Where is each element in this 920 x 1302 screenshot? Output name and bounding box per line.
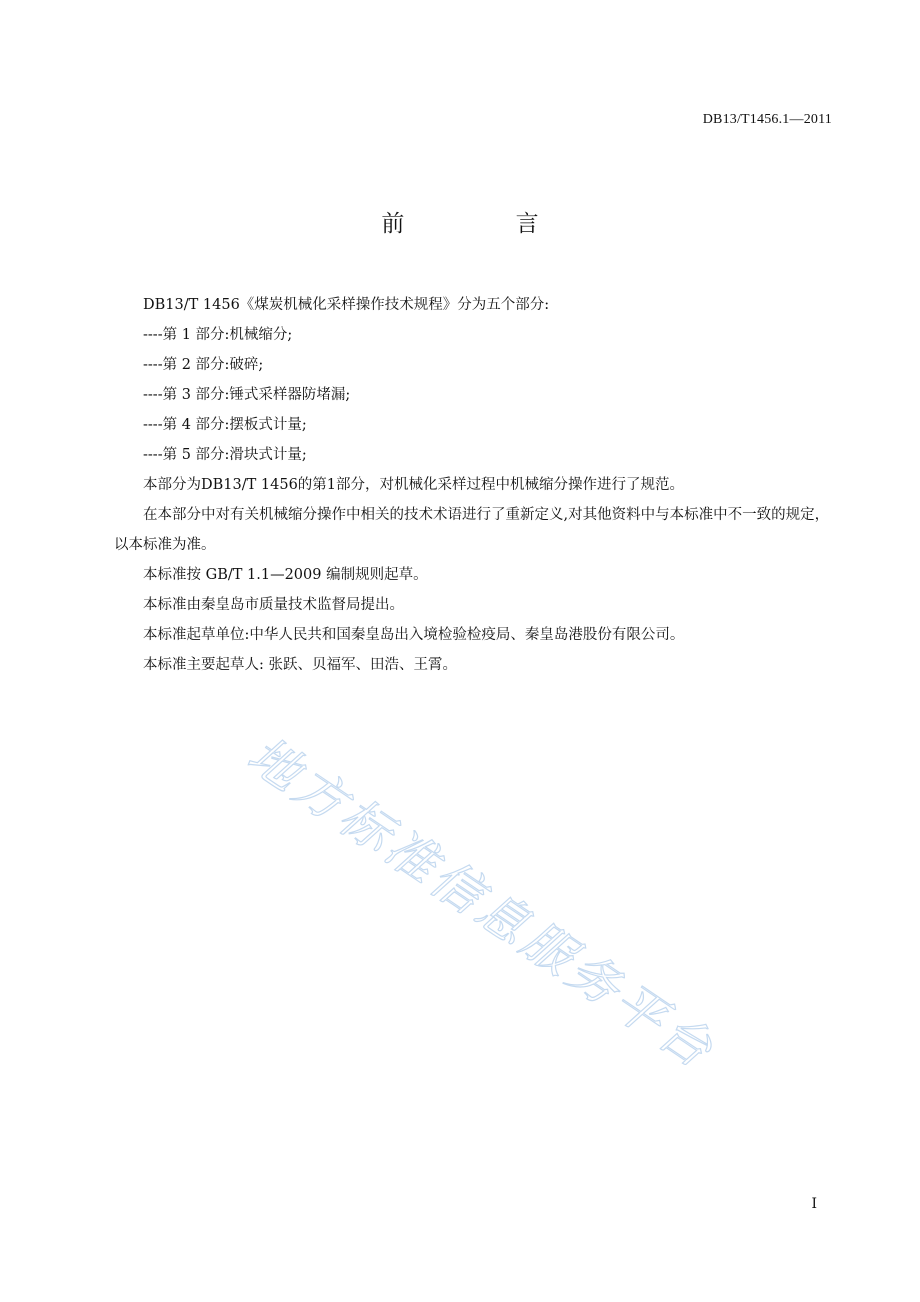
- list-item-part-1: ----第 1 部分:机械缩分;: [143, 327, 293, 343]
- paragraph-definitions: 在本部分中对有关机械缩分操作中相关的技术术语进行了重新定义,对其他资料中与本标准中不一致的规定，以本标准为准。: [114, 507, 830, 553]
- paragraph-drafting-rules: 本标准按 GB/T 1.1—2009 编制规则起草。: [143, 567, 428, 583]
- document-code: DB13/T1456.1—2011: [702, 112, 832, 127]
- list-item-part-4: ----第 4 部分:摆板式计量;: [143, 417, 307, 433]
- paragraph-scope: 本部分为DB13/T 1456的第1部分，对机械化采样过程中机械缩分操作进行了规范。: [143, 477, 685, 493]
- list-item-part-5: ----第 5 部分:滑块式计量;: [143, 447, 307, 463]
- page-title: 前 言: [381, 211, 591, 237]
- list-item-part-3: ----第 3 部分:锤式采样器防堵漏;: [143, 387, 351, 403]
- foreword-body: [114, 290, 834, 680]
- list-item-part-2: ----第 2 部分:破碎;: [143, 357, 264, 373]
- watermark: 地方标准信息服务平台: [237, 725, 726, 1082]
- paragraph-drafting-units: 本标准起草单位:中华人民共和国秦皇岛出入境检验检疫局、秦皇岛港股份有限公司。: [143, 627, 685, 643]
- paragraph-drafters: 本标准主要起草人: 张跃、贝福军、田浩、王霄。: [143, 657, 457, 673]
- page-number: I: [811, 1196, 817, 1212]
- paragraph-proposer: 本标准由秦皇岛市质量技术监督局提出。: [143, 597, 404, 613]
- paragraph-intro: DB13/T 1456《煤炭机械化采样操作技术规程》分为五个部分:: [143, 297, 550, 313]
